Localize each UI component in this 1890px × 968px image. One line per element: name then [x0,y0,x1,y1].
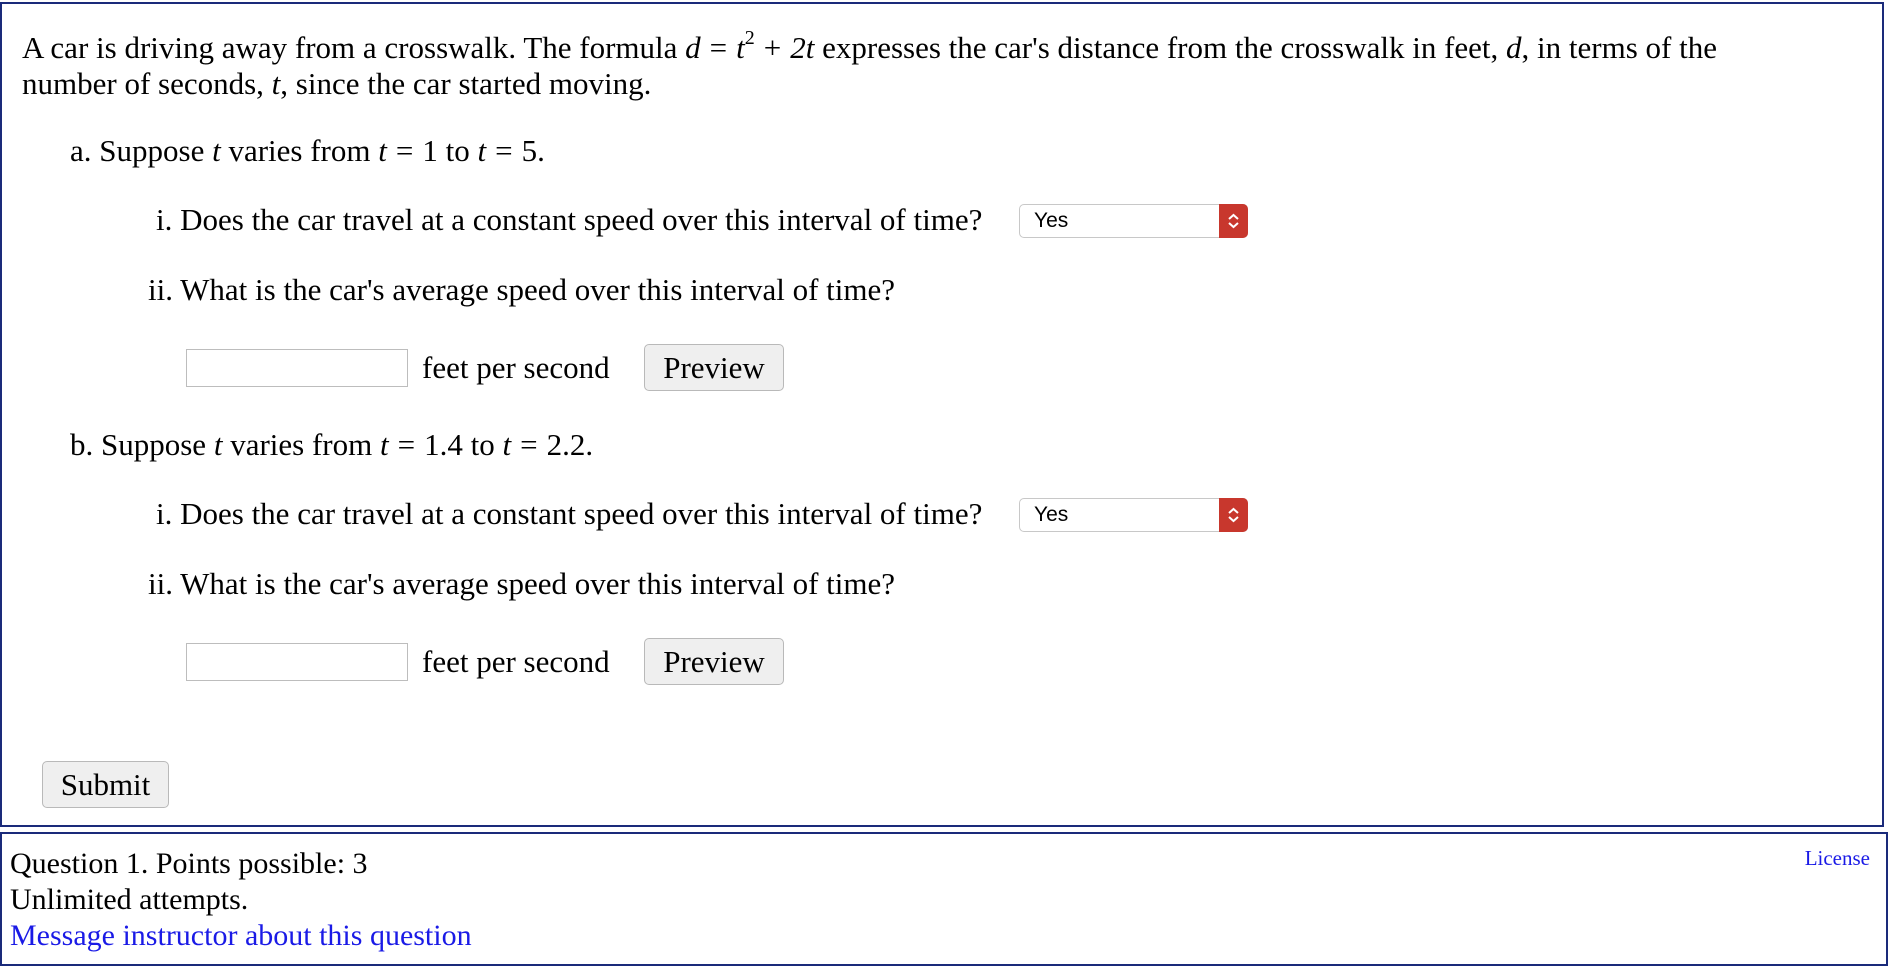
part-b-question-1: i. Does the car travel at a constant speed over this interval of time? [156,496,983,531]
select-arrows-icon [1219,204,1248,238]
part-b-selected-value: Yes [1034,503,1069,526]
part-b-heading: b. Suppose t varies from t = 1.4 to t = 2.2. [70,427,594,462]
part-a-preview-button[interactable]: Preview [644,344,784,391]
part-a-answer-input[interactable] [186,349,408,387]
license-link[interactable]: License [1804,846,1870,870]
part-b-constant-speed-select[interactable] [1019,498,1248,532]
question-box [0,2,1884,827]
part-a-heading: a. Suppose t varies from t = 1 to t = 5. [70,133,545,168]
part-b-answer-input[interactable] [186,643,408,681]
part-b-preview-button[interactable]: Preview [644,638,784,685]
message-instructor-link[interactable]: Message instructor about this question [10,919,472,952]
part-a-question-1: i. Does the car travel at a constant speed over this interval of time? [156,202,983,237]
part-b-units: feet per second [422,644,610,679]
intro-line-1: A car is driving away from a crosswalk. The formula $d = t^2 + 2t$ expresses the car's distance from the crosswalk in feet, d, in terms of the [22,27,1717,65]
attempts-info: Unlimited attempts. [10,883,249,916]
question-intro [22,27,1717,102]
points-possible: Question 1. Points possible: 3 [10,847,368,880]
part-b-question-2: ii. What is the car's average speed over this interval of time? [148,566,896,601]
submit-button[interactable]: Submit [42,761,169,808]
part-a-selected-value: Yes [1034,209,1069,232]
part-a-units: feet per second [422,350,610,385]
select-arrows-icon [1219,498,1248,532]
question-info-box [0,832,1888,966]
intro-line-2: number of seconds, t, since the car started moving. [22,66,652,101]
part-a-constant-speed-select[interactable] [1019,204,1248,238]
part-a-question-2: ii. What is the car's average speed over this interval of time? [148,272,896,307]
